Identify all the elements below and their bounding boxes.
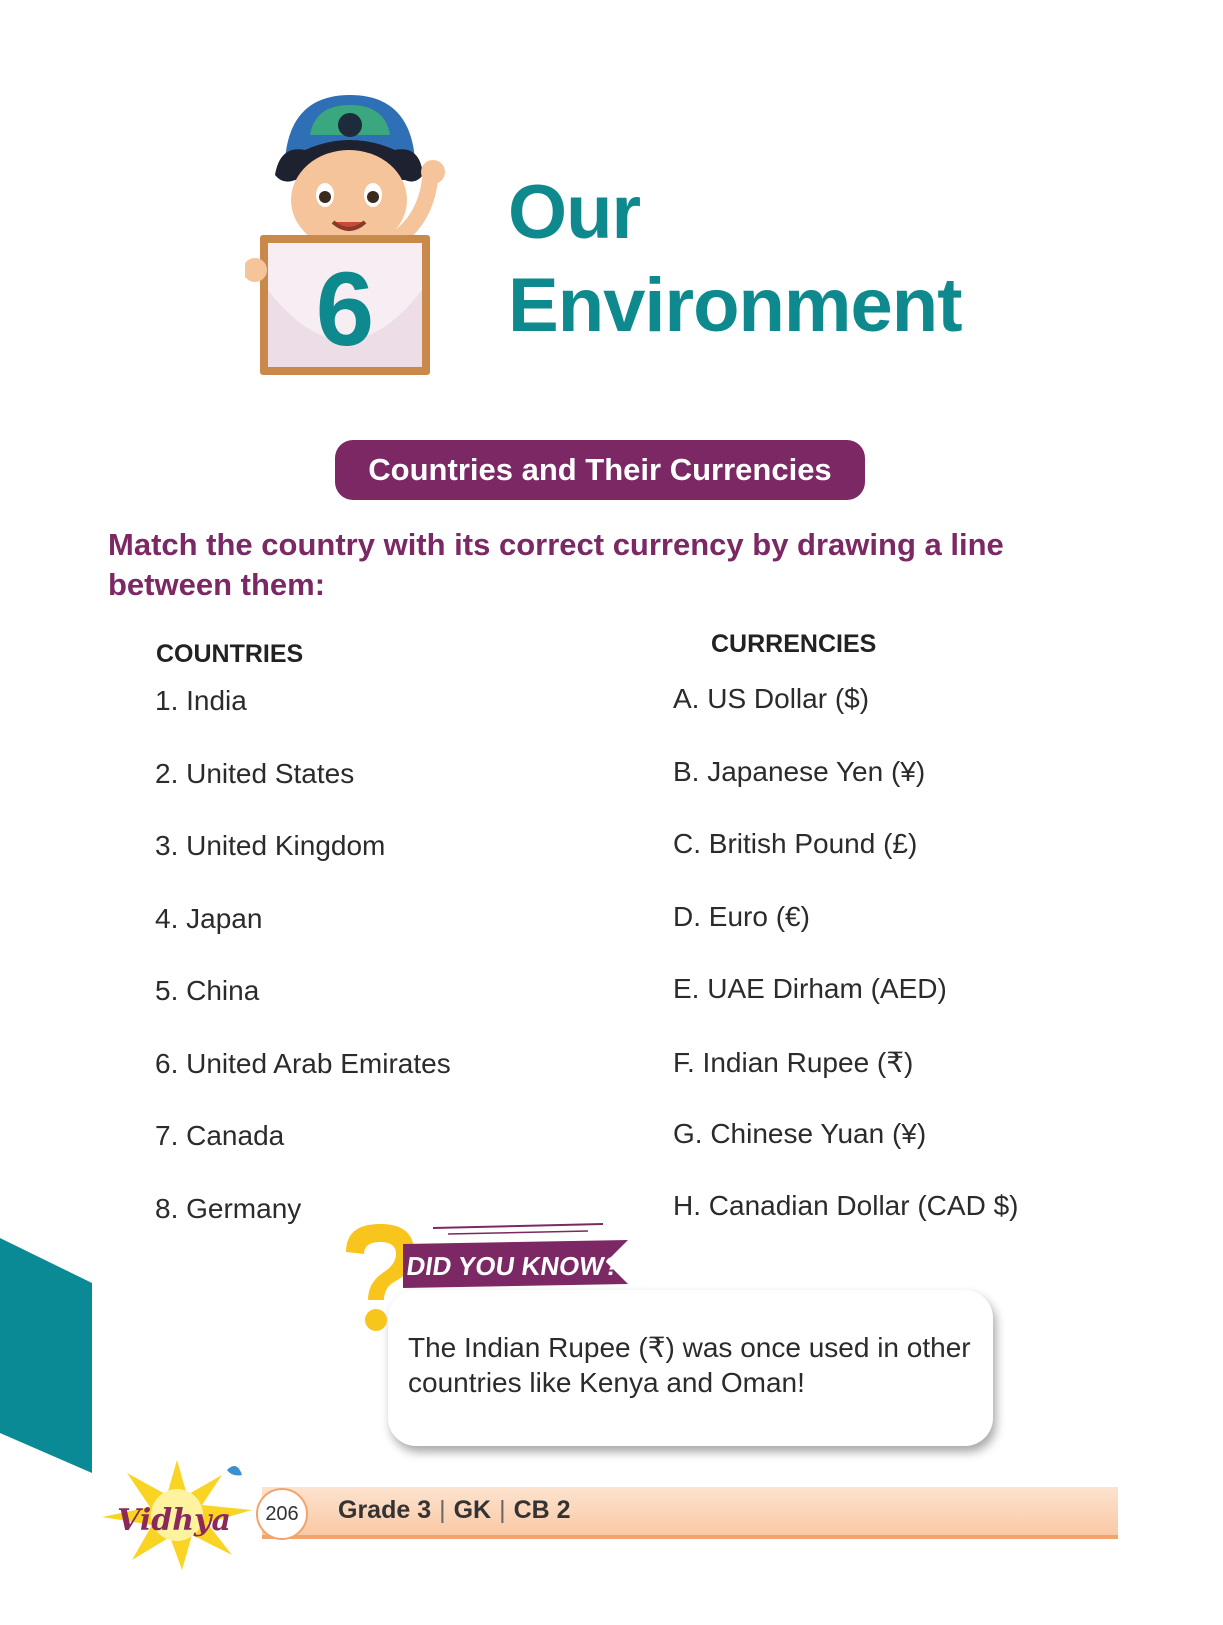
currency-item: D. Euro (€)	[673, 901, 810, 932]
vidhya-logo	[92, 1455, 262, 1575]
currency-item: B. Japanese Yen (¥)	[673, 756, 926, 787]
currency-item: H. Canadian Dollar (CAD $)	[673, 1190, 1019, 1221]
country-item: 4. Japan	[155, 903, 263, 934]
footer-separator: |	[439, 1496, 446, 1524]
currency-item: G. Chinese Yuan (¥)	[673, 1118, 927, 1149]
country-item: 1. India	[155, 685, 247, 716]
chapter-number: 6	[315, 251, 375, 368]
country-item: 5. China	[155, 975, 260, 1006]
footer-grade: Grade 3	[338, 1496, 432, 1524]
country-item: 7. Canada	[155, 1120, 285, 1151]
did-you-know-text: The Indian Rupee (₹) was once used in other countries like Kenya and Oman!	[408, 1332, 971, 1398]
country-item: 2. United States	[155, 758, 355, 789]
currency-item: A. US Dollar ($)	[673, 683, 870, 714]
currency-item: C. British Pound (£)	[673, 828, 918, 859]
footer-book: CB 2	[513, 1496, 571, 1524]
currency-item: E. UAE Dirham (AED)	[673, 973, 947, 1004]
country-item: 8. Germany	[155, 1193, 302, 1224]
instruction-text: Match the country with its correct currency by drawing a line between them:	[108, 527, 1004, 602]
country-item: 3. United Kingdom	[155, 830, 386, 861]
section-title-pill: Countries and Their Currencies	[335, 440, 865, 500]
logo-text: Vidhya	[117, 1503, 231, 1538]
did-you-know-banner	[338, 1222, 648, 1342]
did-you-know-label: DID YOU KNOW?	[404, 1251, 623, 1281]
chapter-title-line2: Environment	[508, 263, 962, 348]
page-number: 206	[256, 1488, 308, 1540]
currency-item: F. Indian Rupee (₹)	[673, 1047, 914, 1078]
chapter-number-illustration	[245, 90, 475, 390]
countries-heading: COUNTRIES	[156, 640, 304, 668]
currencies-heading: CURRENCIES	[711, 630, 877, 658]
side-tab-decoration	[0, 1238, 92, 1473]
chapter-title-line1: Our	[508, 170, 641, 255]
country-item: 6. United Arab Emirates	[155, 1048, 451, 1079]
footer-text	[338, 1496, 571, 1525]
footer-subject: GK	[453, 1496, 492, 1524]
footer-separator: |	[499, 1496, 506, 1524]
